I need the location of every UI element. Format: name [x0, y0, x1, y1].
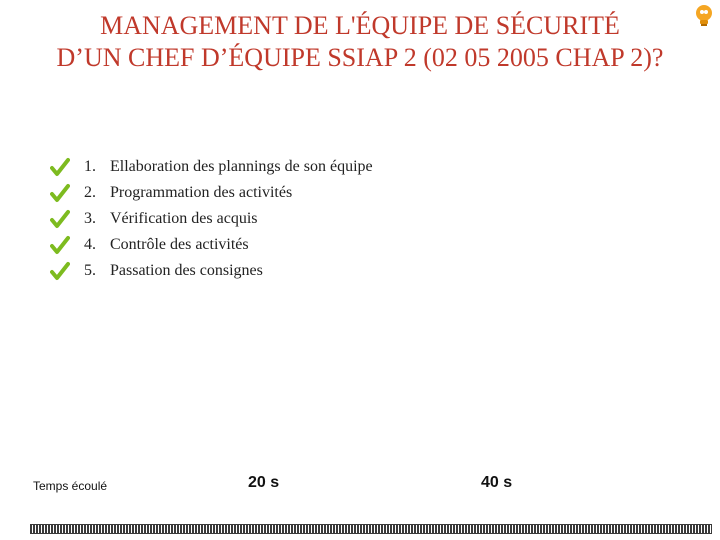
- timer-progress-bar: [30, 524, 712, 534]
- item-number: 2.: [84, 184, 96, 201]
- item-number: 4.: [84, 236, 96, 253]
- item-label: Programmation des activités: [110, 184, 293, 201]
- item-label: Contrôle des activités: [110, 236, 249, 253]
- list-item: [50, 180, 373, 206]
- checkmark-icon: [50, 183, 70, 203]
- slide-title: [0, 10, 720, 74]
- item-number: 5.: [84, 262, 96, 279]
- checkmark-icon: [50, 261, 70, 281]
- timer-mark-40s: 40 s: [481, 474, 513, 491]
- item-label: Passation des consignes: [110, 262, 263, 279]
- list-item: [50, 232, 373, 258]
- title-line-1: MANAGEMENT DE L'ÉQUIPE DE SÉCURITÉ: [100, 11, 620, 40]
- lightbulb-icon[interactable]: [694, 4, 714, 28]
- checkmark-icon: [50, 235, 70, 255]
- checkmark-icon: [50, 209, 70, 229]
- item-label: Ellaboration des plannings de son équipe: [110, 158, 373, 175]
- checkmark-icon: [50, 157, 70, 177]
- elapsed-time-label: Temps écoulé: [33, 479, 108, 493]
- title-line-2: D’UN CHEF D’ÉQUIPE SSIAP 2 (02 05 2005 CHAP 2)?: [56, 43, 664, 72]
- checklist: [50, 154, 373, 284]
- item-number: 1.: [84, 158, 96, 175]
- item-label: Vérification des acquis: [110, 210, 258, 227]
- list-item: [50, 206, 373, 232]
- item-number: 3.: [84, 210, 96, 227]
- list-item: [50, 258, 373, 284]
- timer-mark-20s: 20 s: [248, 474, 280, 491]
- list-item: [50, 154, 373, 180]
